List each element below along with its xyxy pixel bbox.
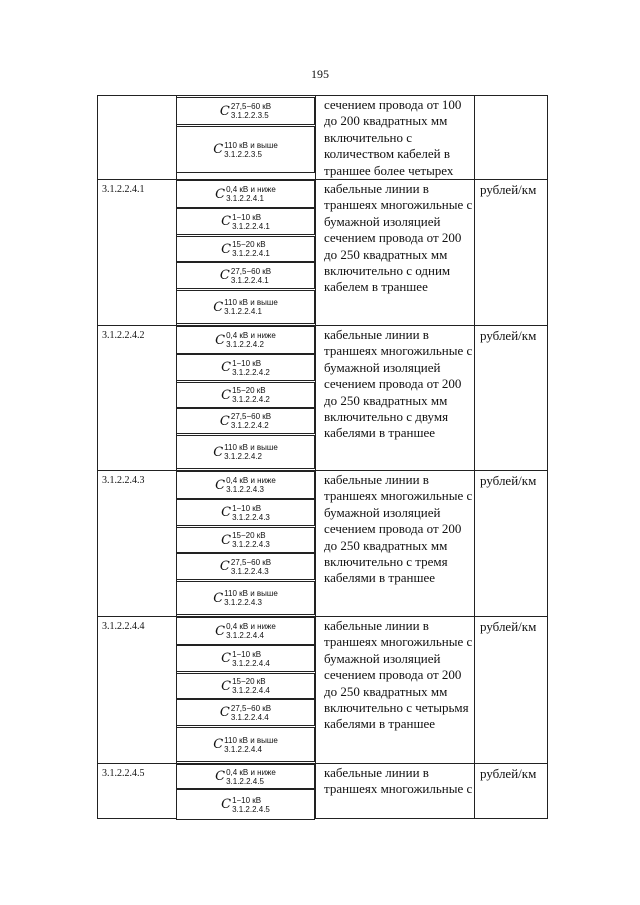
symbol-letter: C [221,505,232,520]
code-subscript: 3.1.2.2.4.1 [226,194,264,203]
rate-symbol-cell [176,262,315,289]
tariff-table [97,95,548,819]
rate-symbol [177,409,314,433]
rate-symbol [177,291,314,323]
rate-symbol-cell [176,553,315,580]
code-subscript: 3.1.2.2.3.5 [230,111,269,120]
voltage-superscript: 0,4 кВ и ниже [226,622,276,631]
voltage-superscript: 0,4 кВ и ниже [226,185,276,194]
rate-symbol [177,181,314,207]
rate-symbol-cell [176,382,315,408]
voltage-superscript: 1−10 кВ [232,358,262,368]
rate-symbol [177,790,314,819]
description: кабельные линии в траншеях многожильные с бумажной изоляцией сечением провода от 200 до 250 квадратных мм включительно с двумя кабелями в траншее [324,327,473,441]
rate-symbol [177,554,314,579]
rate-symbol-cell [176,499,315,526]
symbol-letter: C [221,678,232,694]
rate-symbol-cell [176,673,315,699]
symbol-letter: C [215,186,226,202]
voltage-superscript: 27,5−60 кВ [230,703,272,713]
symbol-letter: C [219,705,230,720]
description: кабельные линии в траншеях многожильные с бумажной изоляцией сечением провода от 200 до 250 квадратных мм включительно с четырьмя кабелями в траншее [324,618,473,732]
voltage-superscript: 15−20 кВ [232,677,266,686]
rate-symbol [177,263,314,288]
symbol-letter: C [221,797,232,812]
voltage-superscript: 1−10 кВ [232,503,262,513]
symbol-letter: C [213,444,224,460]
code-subscript: 3.1.2.2.4.4 [232,658,270,668]
symbol-letter: C [213,737,224,752]
code-subscript: 3.1.2.2.4.3 [232,540,270,549]
rate-symbol-cell [176,326,315,354]
rate-symbol [177,674,314,698]
code-subscript: 3.1.2.2.4.3 [230,566,269,576]
voltage-superscript: 110 кВ и выше [224,735,278,745]
rate-symbol-cell [176,789,315,820]
rate-symbol [177,98,314,124]
code-subscript: 3.1.2.2.4.3 [232,512,270,522]
code-subscript: 3.1.2.2.4.2 [224,452,262,461]
table-row [98,96,547,179]
rate-symbol-cell [176,290,315,324]
rate-symbol [177,355,314,380]
code-subscript: 3.1.2.2.4.3 [226,485,264,494]
voltage-superscript: 0,4 кВ и ниже [226,331,276,340]
voltage-superscript: 110 кВ и выше [224,298,278,307]
rate-symbol [177,700,314,725]
unit: рублей/км [480,619,537,634]
rate-symbol [177,127,314,172]
voltage-superscript: 110 кВ и выше [224,140,278,150]
symbol-letter: C [219,268,230,283]
rate-symbol-cell [176,408,315,434]
item-code: 3.1.2.2.4.3 [102,475,145,486]
rate-symbol [177,582,314,614]
symbol-letter: C [221,241,232,257]
description: кабельные линии в траншеях многожильные с бумажной изоляцией сечением провода от 200 до 250 квадратных мм включительно с тремя кабелями в траншее [324,472,473,586]
item-code: 3.1.2.2.4.5 [102,768,145,779]
code-subscript: 3.1.2.2.4.1 [230,275,269,285]
rate-symbol [177,765,314,788]
symbol-letter: C [219,413,230,429]
item-code: 3.1.2.2.4.1 [102,184,145,195]
rate-symbol [177,618,314,644]
voltage-superscript: 27,5−60 кВ [230,102,272,111]
rate-symbol [177,209,314,234]
code-subscript: 3.1.2.2.4.4 [230,712,269,722]
rate-symbol [177,472,314,498]
rate-symbol-cell [176,208,315,235]
rate-symbol-cell [176,180,315,208]
voltage-superscript: 110 кВ и выше [224,443,278,452]
unit: рублей/км [480,182,537,197]
page-number: 195 [311,67,329,81]
symbol-letter: C [221,387,232,403]
symbol-letter: C [215,769,226,784]
rate-symbol [177,728,314,761]
code-subscript: 3.1.2.2.4.3 [224,598,262,607]
code-subscript: 3.1.2.2.3.5 [224,149,262,159]
voltage-superscript: 15−20 кВ [232,386,266,395]
rate-symbol-cell [176,581,315,615]
unit: рублей/км [480,328,537,343]
rate-symbol-cell [176,97,315,125]
description: кабельные линии в траншеях многожильные с [324,765,473,797]
voltage-superscript: 0,4 кВ и ниже [226,767,276,777]
symbol-letter: C [221,360,232,375]
rate-symbol-cell [176,699,315,726]
code-subscript: 3.1.2.2.4.4 [232,686,270,695]
rate-symbol [177,327,314,353]
code-subscript: 3.1.2.2.4.2 [232,367,270,377]
symbol-letter: C [215,623,226,639]
symbol-letter: C [213,142,224,157]
symbol-letter: C [219,103,230,119]
voltage-superscript: 0,4 кВ и ниже [226,476,276,485]
voltage-superscript: 27,5−60 кВ [230,557,272,567]
table-row [98,616,547,763]
code-subscript: 3.1.2.2.4.4 [224,744,262,754]
rate-symbol-cell [176,236,315,262]
symbol-letter: C [213,590,224,606]
symbol-letter: C [219,559,230,574]
rate-symbol [177,436,314,468]
symbol-letter: C [215,477,226,493]
code-subscript: 3.1.2.2.4.2 [226,340,264,349]
item-code: 3.1.2.2.4.4 [102,621,145,632]
rate-symbol-cell [176,617,315,645]
voltage-superscript: 1−10 кВ [232,649,262,659]
voltage-superscript: 27,5−60 кВ [230,266,272,276]
table-row [98,179,547,325]
symbol-letter: C [213,299,224,315]
voltage-superscript: 27,5−60 кВ [230,412,272,421]
table-row [98,470,547,616]
symbol-letter: C [221,651,232,666]
unit: рублей/км [480,766,537,781]
description: кабельные линии в траншеях многожильные с бумажной изоляцией сечением провода от 200 до 250 квадратных мм включительно с одним кабелем в траншее [324,181,473,295]
rate-symbol [177,528,314,552]
code-subscript: 3.1.2.2.4.1 [232,249,270,258]
rate-symbol-cell [176,126,315,173]
table-row [98,325,547,470]
code-subscript: 3.1.2.2.4.5 [226,776,264,786]
rate-symbol-cell [176,354,315,381]
rate-symbol-cell [176,527,315,553]
rate-symbol [177,500,314,525]
code-subscript: 3.1.2.2.4.1 [224,307,262,316]
rate-symbol-cell [176,645,315,672]
code-subscript: 3.1.2.2.4.4 [226,631,264,640]
rate-symbol-cell [176,471,315,499]
rate-symbol [177,383,314,407]
voltage-superscript: 1−10 кВ [232,795,262,805]
code-subscript: 3.1.2.2.4.2 [230,421,269,430]
voltage-superscript: 110 кВ и выше [224,589,278,598]
rate-symbol [177,237,314,261]
symbol-letter: C [221,532,232,548]
code-subscript: 3.1.2.2.4.2 [232,395,270,404]
description: сечением провода от 100 до 200 квадратных мм включительно с количеством кабелей в траншее более четырех [324,97,462,178]
symbol-letter: C [221,214,232,229]
rate-symbol-cell [176,764,315,789]
code-subscript: 3.1.2.2.4.1 [232,221,270,231]
symbol-letter: C [215,332,226,348]
table-row [98,763,547,820]
voltage-superscript: 1−10 кВ [232,212,262,222]
voltage-superscript: 15−20 кВ [232,531,266,540]
unit: рублей/км [480,473,537,488]
rate-symbol-cell [176,727,315,762]
rate-symbol [177,646,314,671]
rate-symbol-cell [176,435,315,469]
item-code: 3.1.2.2.4.2 [102,330,145,341]
voltage-superscript: 15−20 кВ [232,240,266,249]
code-subscript: 3.1.2.2.4.5 [232,804,270,814]
